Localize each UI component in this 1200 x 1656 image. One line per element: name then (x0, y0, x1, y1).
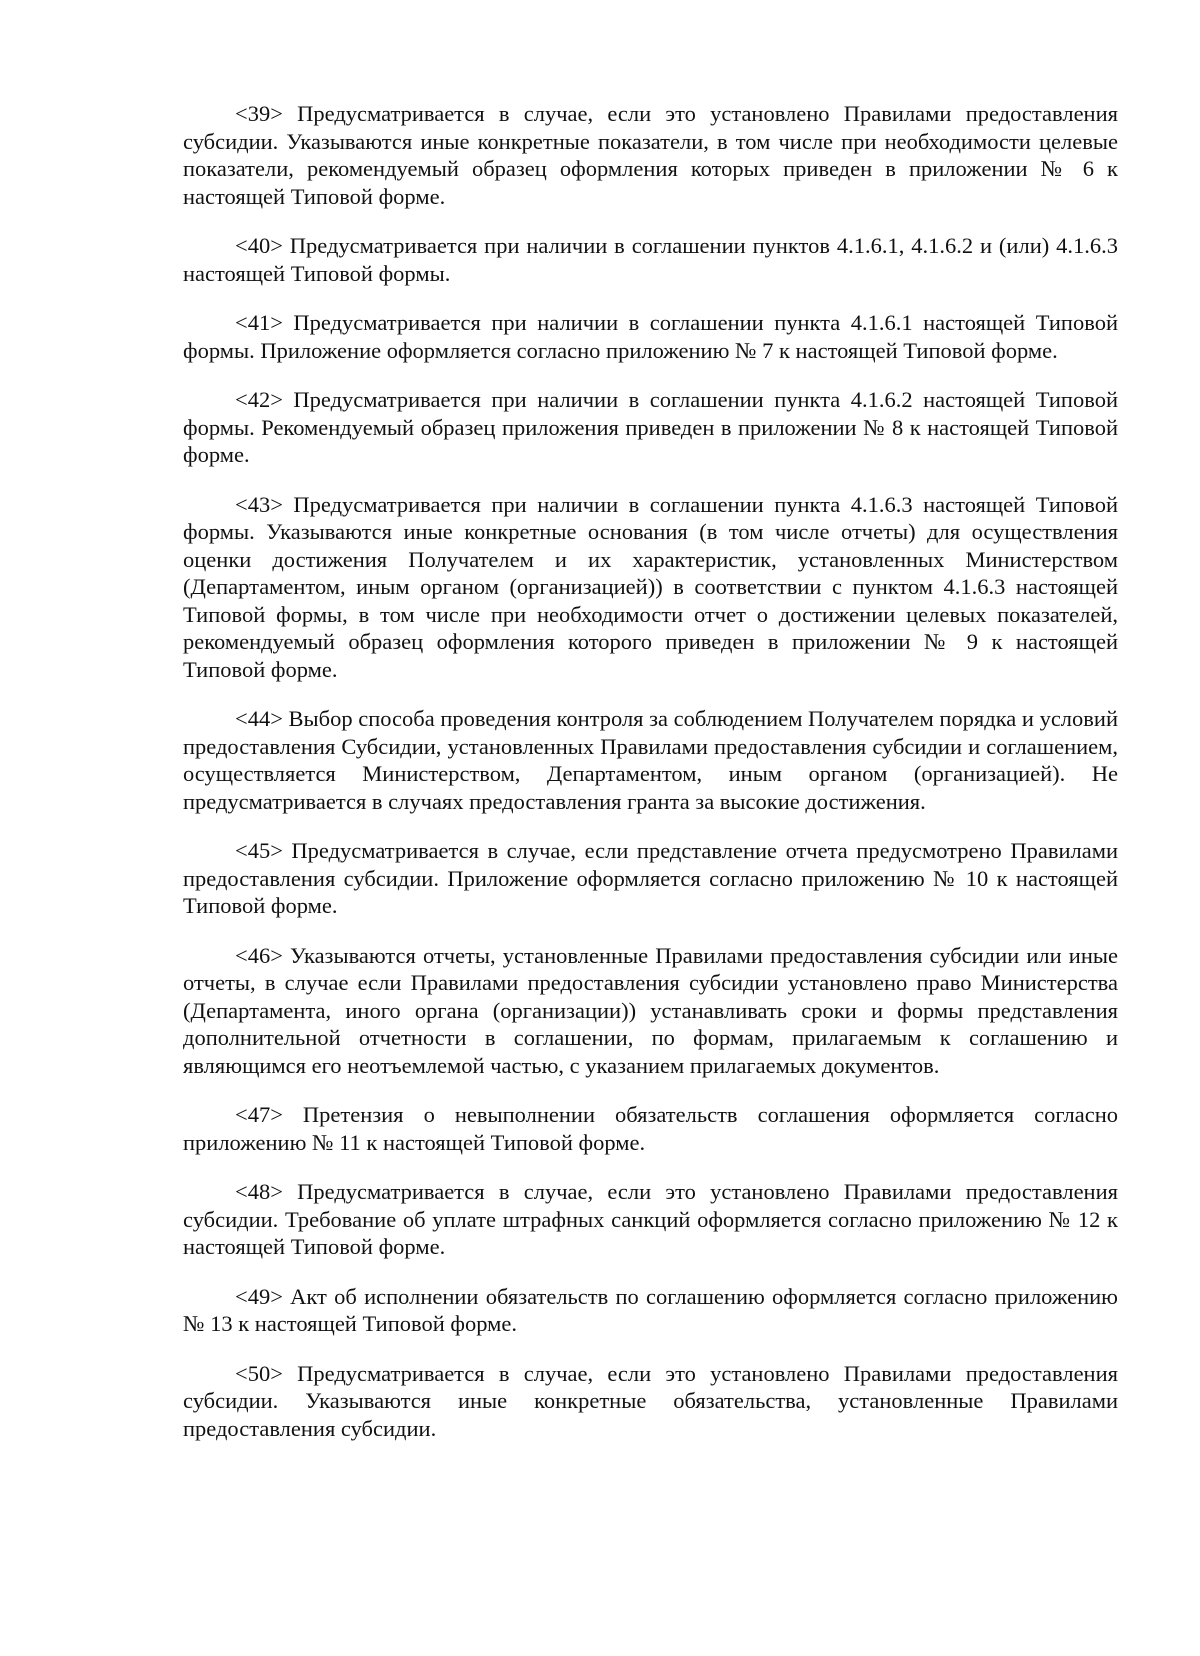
footnote-44: <44> Выбор способа проведения контроля за соблюдением Получателем порядка и условий предоставления Субсидии, установленных Правилами предоставления субсидии и соглашением, осуществляется Министерством, Департаментом, иным органом (организацией). Не предусматривается в случаях предоставления гранта за высокие достижения. (183, 706, 1118, 814)
footnote-40: <40> Предусматривается при наличии в соглашении пунктов 4.1.6.1, 4.1.6.2 и (или) 4.1.6.3 настоящей Типовой формы. (183, 233, 1118, 286)
footnote-49: <49> Акт об исполнении обязательств по соглашению оформляется согласно приложению № 13 к настоящей Типовой форме. (183, 1283, 1118, 1336)
footnote-48: <48> Предусматривается в случае, если это установлено Правилами предоставления субсидии. Требование об уплате штрафных санкций оформляется согласно приложению № 12 к настоящей Типовой форме. (183, 1179, 1118, 1259)
footnotes-body (183, 100, 1118, 1464)
footnote-45: <45> Предусматривается в случае, если представление отчета предусмотрено Правилами предоставления субсидии. Приложение оформляется согласно приложению № 10 к настоящей Типовой форме. (183, 838, 1118, 918)
footnote-41: <41> Предусматривается при наличии в соглашении пункта 4.1.6.1 настоящей Типовой формы. Приложение оформляется согласно приложению № 7 к настоящей Типовой форме. (183, 310, 1118, 363)
footnote-42: <42> Предусматривается при наличии в соглашении пункта 4.1.6.2 настоящей Типовой формы. Рекомендуемый образец приложения приведен в приложении № 8 к настоящей Типовой форме. (183, 387, 1118, 467)
footnote-50: <50> Предусматривается в случае, если это установлено Правилами предоставления субсидии. Указываются иные конкретные обязательства, установленные Правилами предоставления субсидии. (183, 1360, 1118, 1441)
footnote-46: <46> Указываются отчеты, установленные Правилами предоставления субсидии или иные отчеты, в случае если Правилами предоставления субсидии установлено право Министерства (Департамента, иного органа (организации)) устанавливать сроки и формы представления дополнительной отчетности в соглашении, по формам, прилагаемым к соглашению и являющимся его неотъемлемой частью, с указанием прилагаемых документов. (183, 942, 1118, 1078)
footnote-47: <47> Претензия о невыполнении обязательств соглашения оформляется согласно приложению № 11 к настоящей Типовой форме. (183, 1102, 1118, 1155)
footnote-43: <43> Предусматривается при наличии в соглашении пункта 4.1.6.3 настоящей Типовой формы. Указываются иные конкретные основания (в том числе отчеты) для осуществления оценки достижения Получателем и их характеристик, установленных Министерством (Департаментом, иным органом (организацией)) в соответствии с пунктом 4.1.6.3 настоящей Типовой формы, в том числе при необходимости отчет о достижении целевых показателей, рекомендуемый образец оформления которого приведен в приложении № 9 к настоящей Типовой форме. (183, 491, 1118, 682)
footnote-39: <39> Предусматривается в случае, если это установлено Правилами предоставления субсидии. Указываются иные конкретные показатели, в том числе при необходимости целевые показатели, рекомендуемый образец оформления которых приведен в приложении № 6 к настоящей Типовой форме. (183, 101, 1118, 209)
